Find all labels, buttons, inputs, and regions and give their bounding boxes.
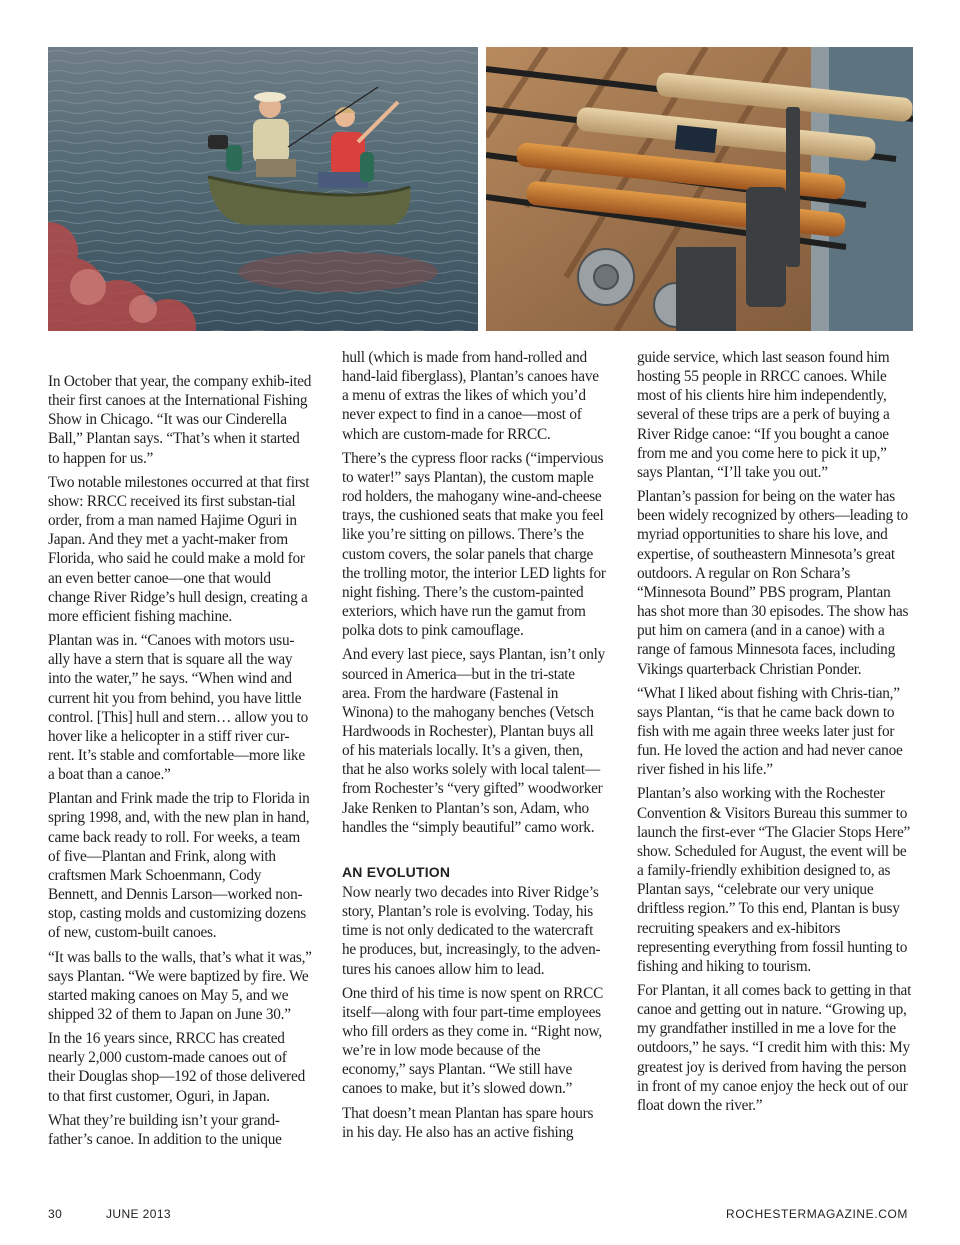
paragraph: Plantan’s also working with the Rochester Convention & Visitors Bureau this summer to launch the first-ever “The Glacier Stops Here” show. Scheduled for August, the event will be a family-friendly exhibition designed to, as Plantan says, “celebrate our very unique driftless region.” To this end, Plantan is busy recruiting speakers and ex-hibitors representing everything from fossil hunting to fishing and hiking to tourism. bbox=[637, 785, 911, 975]
paragraph: There’s the cypress floor racks (“impervious to water!” says Plantan), the custom maple rod holders, the mahogany wine-and-cheese trays, the cushioned seats that make you feel like you’re sitting on pillows. There’s the custom covers, the solar panels that charge the trolling motor, the interior LED lights for night fishing. There’s the custom-painted exteriors, which have run the gamut from polka dots to pink camouflage. bbox=[342, 449, 606, 640]
canoe-fishing-photo bbox=[48, 47, 478, 331]
article-column-1 bbox=[48, 372, 312, 1154]
issue-date: JUNE 2013 bbox=[106, 1207, 171, 1221]
paragraph: “It was balls to the walls, that’s what it was,” says Plantan. “We were baptized by fire. We started making canoes on May 5, and we shipped 32 of them to Japan on June 30.” bbox=[48, 948, 312, 1023]
article-column-2 bbox=[342, 348, 606, 1147]
fishing-rods-photo bbox=[486, 47, 913, 331]
paragraph: Plantan and Frink made the trip to Florida in spring 1998, and, with the new plan in hand, came back ready to roll. For weeks, a team of five—Plantan and Frink, along with craftsmen Mark Schoenmann, Cody Bennett, and Dennis Larson—worked non-stop, casting molds and customizing dozens of new, custom-built canoes. bbox=[48, 790, 310, 942]
paragraph: What they’re building isn’t your grand-father’s canoe. In addition to the unique bbox=[48, 1111, 282, 1148]
paragraph: In the 16 years since, RRCC has created nearly 2,000 custom-made canoes out of their Douglas shop—192 of those delivered to that first customer, Oguri, in Japan. bbox=[48, 1030, 305, 1105]
paragraph: Plantan’s passion for being on the water has been widely recognized by others—leading to myriad opportunities to share his love, and expertise, of southeastern Minnesota’s great outdoors. A regular on Ron Schara’s “Minnesota Bound” PBS program, Plantan has shot more than 30 episodes. The show has put him on camera (and in a canoe) with a range of famous Minnesota faces, including Vikings quarterback Christian Ponder. bbox=[637, 488, 909, 678]
paragraph: In October that year, the company exhib-ited their first canoes at the International Fishing Show in Chicago. “It was our Cinderella Ball,” Plantan says. “That’s when it started to happen for us.” bbox=[48, 373, 312, 467]
paragraph: And every last piece, says Plantan, isn’t only sourced in America—but in the tri-state area. From the hardware (Fastenal in Winona) to the mahogany benches (Vetsch Hardwoods in Rochester), Plantan buys all of his materials locally. It’s a given, then, that he also works solely with local talent—from Rochester’s “very gifted” woodworker Jake Renken to Plantan’s son, Adam, who handles the “simply beautiful” camo work. bbox=[342, 646, 606, 836]
paragraph: One third of his time is now spent on RRCC itself—along with four part-time employees who fill orders as they come in. “Right now, we’re in low mode because of the economy,” says Plantan. “We still have canoes to make, but it’s slowed down.” bbox=[342, 984, 604, 1098]
paragraph: That doesn’t mean Plantan has spare hours in his day. He also has an active fishing bbox=[342, 1104, 594, 1141]
website-link[interactable]: ROCHESTERMAGAZINE.COM bbox=[726, 1207, 908, 1221]
section-heading: AN EVOLUTION bbox=[342, 863, 451, 880]
article-column-3 bbox=[637, 348, 913, 1120]
paragraph: hull (which is made from hand-rolled and hand-laid fiberglass), Plantan’s canoes have a menu of extras the likes of which you’d never expect to find in a canoe—most of which are custom-made for RRCC. bbox=[342, 349, 599, 443]
paragraph: Two notable milestones occurred at that first show: RRCC received its first substan-tial order, from a man named Hajime Oguri in Japan. And they met a yacht-maker from Florida, who said he could make a mold for an even better canoe—one that would change River Ridge’s hull design, creating a more efficient fishing machine. bbox=[48, 473, 310, 625]
paragraph: “What I liked about fishing with Chris-tian,” says Plantan, “is that he came back down to fish with me again three weeks later just for fun. He loved the action and had never canoe river fished in his life.” bbox=[637, 684, 903, 779]
paragraph: guide service, which last season found him hosting 55 people in RRCC canoes. While most of his clients hire him independently, several of these trips are a perk of buying a River Ridge canoe: “If you bought a canoe from me and you come here to pick it up,” says Plantan, “I’ll take you out.” bbox=[637, 349, 890, 481]
paragraph: Now nearly two decades into River Ridge’s story, Plantan’s role is evolving. Today, his time is not only dedicated to the watercraft he produces, but, increasingly, to the adven-tures his canoes allow him to lead. bbox=[342, 883, 601, 978]
page-number: 30 bbox=[48, 1207, 63, 1221]
paragraph: For Plantan, it all comes back to getting in that canoe and getting out in nature. “Growing up, my grandfather instilled in me a love for the outdoors,” he says. “I credit him with this: My greatest joy is derived from having the person in front of my canoe enjoy the heck out of our float down the river.” bbox=[637, 982, 912, 1114]
paragraph: Plantan was in. “Canoes with motors usu-ally have a stern that is square all the way into the water,” he says. “When wind and current hit you from behind, you have little control. [This] hull and stern… allow you to hover like a helicopter in a stiff river cur-rent. It’s stable and comfortable—more like a boat than a canoe.” bbox=[48, 632, 309, 784]
